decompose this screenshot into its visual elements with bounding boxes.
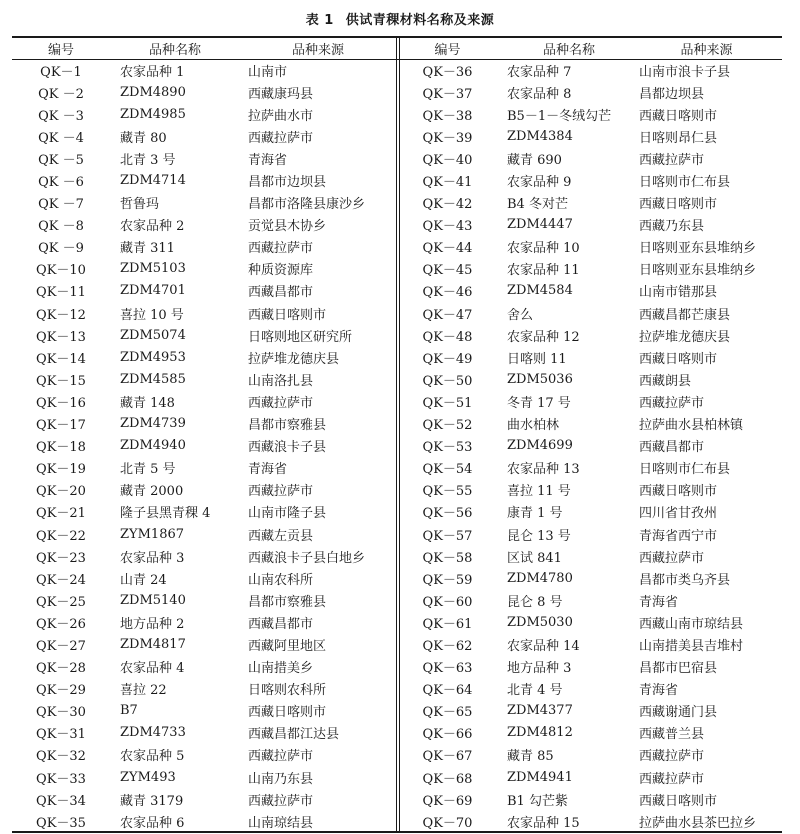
cell-variety-name: 农家品种 15 (507, 815, 580, 831)
table-caption (0, 9, 800, 28)
cell-id: QK －7 (38, 197, 84, 213)
cell-variety-source: 拉萨堆龙德庆县 (639, 329, 731, 345)
table-row (400, 501, 782, 523)
cell-variety-name: 藏青 148 (120, 395, 175, 411)
table-row (12, 302, 396, 324)
cell-variety-source: 西藏拉萨市 (639, 771, 705, 787)
cell-id: QK－53 (422, 440, 473, 456)
table-row (400, 413, 782, 435)
cell-id: QK－37 (422, 86, 473, 102)
cell-id: QK－28 (36, 661, 86, 677)
cell-id: QK－27 (36, 638, 86, 654)
table-row (400, 59, 782, 81)
cell-variety-source: 山南措美县吉堆村 (639, 638, 744, 654)
cell-variety-name: 地方品种 2 (120, 616, 185, 632)
cell-variety-source: 西藏左贡县 (248, 528, 314, 544)
cell-variety-name: B4 冬对芒 (507, 197, 568, 213)
header-variety-name: 品种名称 (148, 42, 201, 58)
cell-variety-source: 青海省 (639, 683, 679, 699)
cell-variety-source: 山南措美乡 (248, 661, 314, 677)
cell-variety-name: ZDM4890 (120, 84, 186, 100)
table-row (12, 103, 396, 125)
right-table (400, 37, 782, 832)
cell-id: QK－44 (422, 241, 473, 257)
cell-id: QK－20 (36, 484, 86, 500)
cell-id: QK－16 (36, 395, 86, 411)
cell-variety-source: 青海省 (639, 594, 679, 610)
table-row (12, 722, 396, 744)
cell-id: QK－49 (422, 351, 473, 367)
cell-id: QK－14 (36, 351, 86, 367)
table-row (12, 280, 396, 302)
cell-id: QK－1 (40, 64, 82, 80)
table-row (400, 192, 782, 214)
header-row (400, 37, 782, 59)
cell-variety-name: 北青 5 号 (120, 462, 176, 478)
cell-variety-name: B7 (120, 703, 138, 719)
cell-id: QK－59 (422, 572, 473, 588)
cell-variety-name: ZDM5036 (507, 371, 573, 387)
cell-id: QK－56 (422, 506, 473, 522)
cell-variety-name: ZDM4585 (120, 371, 186, 387)
table-row (400, 479, 782, 501)
cell-variety-name: 农家品种 10 (507, 241, 580, 257)
cell-variety-name: ZDM4953 (120, 349, 186, 365)
table-label: 表 1 (305, 13, 334, 28)
cell-variety-source: 西藏拉萨市 (639, 749, 705, 765)
cell-variety-name: 北青 3 号 (120, 152, 176, 168)
table-row (12, 479, 396, 501)
cell-variety-source: 山南乃东县 (248, 771, 314, 787)
table-row (400, 125, 782, 147)
cell-variety-source: 山南市浪卡子县 (639, 64, 731, 80)
cell-id: QK－57 (422, 528, 473, 544)
cell-variety-name: ZDM4817 (120, 636, 186, 652)
cell-variety-name: 昆仑 8 号 (507, 594, 563, 610)
cell-id: QK－50 (422, 373, 473, 389)
cell-variety-source: 日喀则亚东县堆纳乡 (639, 263, 757, 279)
table-row (12, 258, 396, 280)
cell-variety-source: 西藏拉萨市 (248, 484, 314, 500)
table-row (12, 368, 396, 390)
cell-variety-name: B1 勾芒紫 (507, 793, 568, 809)
table-row (400, 744, 782, 766)
cell-variety-source: 昌都市边坝县 (248, 175, 327, 191)
cell-id: QK－64 (422, 683, 473, 699)
cell-variety-name: 冬青 17 号 (507, 395, 571, 411)
cell-variety-name: 藏青 2000 (120, 484, 184, 500)
left-table-body (12, 59, 396, 832)
cell-id: QK－26 (36, 616, 86, 632)
cell-variety-source: 西藏日喀则市 (639, 108, 718, 124)
cell-variety-source: 西藏浪卡子县白地乡 (248, 550, 366, 566)
cell-variety-name: 农家品种 13 (507, 462, 580, 478)
cell-variety-source: 拉萨堆龙德庆县 (248, 351, 340, 367)
table-row (400, 81, 782, 103)
cell-id: QK－41 (422, 175, 473, 191)
table-row (400, 633, 782, 655)
cell-id: QK－61 (422, 616, 473, 632)
cell-id: QK－17 (36, 418, 86, 434)
cell-variety-name: ZDM4714 (120, 173, 186, 189)
table-row (12, 435, 396, 457)
cell-id: QK－51 (422, 395, 473, 411)
header-id: 编号 (434, 42, 461, 58)
cell-variety-source: 日喀则亚东县堆纳乡 (639, 241, 757, 257)
table-row (12, 744, 396, 766)
cell-id: QK－24 (36, 572, 86, 588)
cell-variety-source: 拉萨曲水县柏林镇 (639, 418, 744, 434)
cell-id: QK－10 (36, 263, 86, 279)
cell-variety-source: 西藏拉萨市 (248, 793, 314, 809)
cell-id: QK－54 (422, 462, 473, 478)
header-row (12, 37, 396, 59)
table-row (12, 346, 396, 368)
cell-id: QK－39 (422, 130, 473, 146)
cell-id: QK－45 (422, 263, 473, 279)
table-row (12, 125, 396, 147)
cell-variety-name: 喜拉 10 号 (120, 307, 184, 323)
cell-id: QK －8 (38, 219, 84, 235)
right-table-body (400, 59, 782, 832)
table-row (400, 368, 782, 390)
cell-id: QK－66 (422, 727, 473, 743)
cell-variety-source: 西藏拉萨市 (248, 395, 314, 411)
table-row (400, 766, 782, 788)
cell-variety-name: ZDM4739 (120, 416, 186, 432)
table-row (12, 324, 396, 346)
cell-variety-source: 日喀则地区研究所 (248, 329, 353, 345)
table-row (400, 324, 782, 346)
table-row (400, 103, 782, 125)
table-row (400, 302, 782, 324)
cell-id: QK－63 (422, 661, 473, 677)
table-row (12, 59, 396, 81)
cell-id: QK－11 (36, 285, 86, 301)
cell-variety-name: ZDM4940 (120, 438, 186, 454)
cell-variety-name: ZDM4377 (507, 703, 573, 719)
table-row (400, 435, 782, 457)
cell-variety-source: 西藏拉萨市 (248, 241, 314, 257)
cell-variety-name: ZYM1867 (120, 526, 185, 542)
cell-variety-name: 藏青 311 (120, 241, 175, 257)
cell-variety-name: 农家品种 6 (120, 815, 185, 831)
cell-id: QK－19 (36, 462, 86, 478)
cell-variety-source: 山南市 (248, 64, 288, 80)
table-row (400, 611, 782, 633)
cell-variety-name: ZDM4812 (507, 725, 573, 741)
cell-variety-source: 西藏日喀则市 (639, 351, 718, 367)
cell-variety-source: 西藏谢通门县 (639, 705, 718, 721)
table-row (400, 810, 782, 832)
cell-variety-name: ZDM5030 (507, 614, 573, 630)
cell-variety-source: 昌都市类乌齐县 (639, 572, 731, 588)
cell-id: QK－48 (422, 329, 473, 345)
cell-variety-source: 西藏日喀则市 (248, 705, 327, 721)
cell-variety-name: 地方品种 3 (507, 661, 572, 677)
cell-variety-source: 日喀则市仁布县 (639, 175, 731, 191)
cell-variety-source: 山南琼结县 (248, 815, 314, 831)
cell-id: QK－68 (422, 771, 473, 787)
cell-variety-name: ZDM4384 (507, 128, 573, 144)
cell-id: QK －2 (38, 86, 84, 102)
cell-variety-name: 农家品种 5 (120, 749, 185, 765)
table-row (12, 589, 396, 611)
table-row (12, 457, 396, 479)
table-row (12, 633, 396, 655)
cell-id: QK －5 (38, 152, 84, 168)
table-row (12, 390, 396, 412)
cell-variety-name: 康青 1 号 (507, 506, 563, 522)
cell-id: QK－52 (422, 418, 473, 434)
cell-id: QK－31 (36, 727, 86, 743)
cell-variety-source: 日喀则市仁布县 (639, 462, 731, 478)
table-title: 供试青稞材料名称及来源 (345, 13, 495, 28)
cell-variety-name: 哲鲁玛 (120, 197, 160, 213)
cell-id: QK－67 (422, 749, 473, 765)
table-row (400, 457, 782, 479)
cell-id: QK－70 (422, 815, 473, 831)
cell-variety-source: 西藏日喀则市 (639, 197, 718, 213)
cell-variety-source: 西藏浪卡子县 (248, 440, 327, 456)
cell-variety-name: 藏青 3179 (120, 793, 184, 809)
table-row (12, 413, 396, 435)
cell-id: QK－30 (36, 705, 86, 721)
cell-variety-name: ZDM5140 (120, 592, 186, 608)
table-row (400, 678, 782, 700)
table-row (12, 545, 396, 567)
table-row (12, 147, 396, 169)
cell-id: QK －3 (38, 108, 84, 124)
cell-variety-name: ZDM4985 (120, 106, 186, 122)
cell-variety-name: ZDM4733 (120, 725, 186, 741)
cell-id: QK－40 (422, 152, 473, 168)
cell-variety-source: 山南市错那县 (639, 285, 718, 301)
cell-id: QK－42 (422, 197, 473, 213)
cell-id: QK －9 (38, 241, 84, 257)
cell-id: QK－69 (422, 793, 473, 809)
cell-variety-name: 农家品种 9 (507, 175, 572, 191)
cell-variety-name: 藏青 85 (507, 749, 554, 765)
cell-variety-source: 昌都市察雅县 (248, 418, 327, 434)
cell-id: QK－43 (422, 219, 473, 235)
header-variety-source: 品种来源 (291, 42, 344, 58)
cell-variety-source: 西藏拉萨市 (639, 152, 705, 168)
cell-variety-name: 昆仑 13 号 (507, 528, 571, 544)
header-variety-source: 品种来源 (680, 42, 733, 58)
cell-variety-source: 昌都市洛隆县康沙乡 (248, 197, 366, 213)
cell-id: QK－29 (36, 683, 86, 699)
cell-variety-source: 拉萨曲水县茶巴拉乡 (639, 815, 757, 831)
cell-variety-name: B5－1－冬绒勾芒 (507, 108, 612, 124)
table-row (400, 567, 782, 589)
table-row (400, 214, 782, 236)
cell-id: QK－58 (422, 550, 473, 566)
table-row (12, 678, 396, 700)
cell-variety-source: 西藏昌都市 (248, 285, 314, 301)
cell-id: QK－34 (36, 793, 86, 809)
cell-variety-source: 四川省甘孜州 (639, 506, 718, 522)
cell-variety-name: 舍么 (507, 307, 534, 323)
cell-variety-source: 种质资源库 (248, 263, 314, 279)
cell-id: QK－46 (422, 285, 473, 301)
cell-variety-source: 西藏昌都市 (248, 616, 314, 632)
table-row (12, 523, 396, 545)
cell-id: QK－60 (422, 594, 473, 610)
cell-variety-name: 农家品种 11 (507, 263, 580, 279)
table-row (400, 169, 782, 191)
header-variety-name: 品种名称 (542, 42, 595, 58)
cell-variety-source: 西藏日喀则市 (639, 484, 718, 500)
cell-variety-source: 山南洛扎县 (248, 373, 314, 389)
cell-variety-source: 西藏普兰县 (639, 727, 705, 743)
table-row (400, 545, 782, 567)
cell-variety-source: 昌都市巴宿县 (639, 661, 718, 677)
cell-variety-source: 日喀则昂仁县 (639, 130, 718, 146)
cell-variety-name: ZDM4701 (120, 283, 186, 299)
table-row (12, 567, 396, 589)
cell-variety-name: ZYM493 (120, 769, 176, 785)
cell-variety-name: ZDM4941 (507, 769, 573, 785)
left-table (12, 37, 396, 832)
cell-variety-source: 日喀则农科所 (248, 683, 327, 699)
cell-id: QK－12 (36, 307, 86, 323)
cell-variety-name: 曲水柏林 (507, 418, 560, 434)
cell-variety-source: 青海省 (248, 152, 288, 168)
cell-variety-name: ZDM5103 (120, 261, 186, 277)
cell-variety-source: 西藏日喀则市 (248, 307, 327, 323)
cell-variety-source: 西藏昌都芒康县 (639, 307, 731, 323)
cell-variety-source: 西藏朗县 (639, 373, 692, 389)
cell-id: QK－23 (36, 550, 86, 566)
table-row (400, 656, 782, 678)
cell-variety-name: ZDM4447 (507, 217, 573, 233)
cell-variety-name: 农家品种 4 (120, 661, 185, 677)
cell-variety-name: 藏青 690 (507, 152, 562, 168)
cell-variety-source: 西藏康玛县 (248, 86, 314, 102)
cell-variety-name: 农家品种 8 (507, 86, 572, 102)
cell-variety-name: 隆子县黑青稞 4 (120, 506, 211, 522)
cell-variety-name: 农家品种 12 (507, 329, 580, 345)
cell-variety-source: 山南市隆子县 (248, 506, 327, 522)
table-row (12, 236, 396, 258)
table-row (12, 81, 396, 103)
cell-variety-source: 拉萨曲水市 (248, 108, 314, 124)
cell-variety-name: 农家品种 7 (507, 64, 572, 80)
table-row (12, 700, 396, 722)
cell-variety-name: 农家品种 2 (120, 219, 185, 235)
cell-variety-source: 昌都市察雅县 (248, 594, 327, 610)
table-row (12, 656, 396, 678)
cell-variety-name: 农家品种 3 (120, 550, 185, 566)
header-id: 编号 (47, 42, 74, 58)
cell-id: QK－18 (36, 440, 86, 456)
column-divider (396, 37, 397, 832)
cell-id: QK－15 (36, 373, 86, 389)
cell-variety-source: 西藏昌都市 (639, 440, 705, 456)
cell-variety-source: 昌都边坝县 (639, 86, 705, 102)
cell-variety-source: 青海省西宁市 (639, 528, 718, 544)
table-row (400, 700, 782, 722)
table-row (12, 611, 396, 633)
table-row (12, 766, 396, 788)
cell-variety-name: ZDM5074 (120, 327, 186, 343)
cell-variety-name: 农家品种 14 (507, 638, 580, 654)
table-row (400, 788, 782, 810)
cell-variety-name: 北青 4 号 (507, 683, 563, 699)
cell-variety-source: 西藏拉萨市 (248, 130, 314, 146)
table-row (12, 214, 396, 236)
cell-id: QK －6 (38, 175, 84, 191)
cell-id: QK －4 (38, 130, 84, 146)
cell-id: QK－65 (422, 705, 473, 721)
cell-variety-name: 区试 841 (507, 550, 562, 566)
table-row (12, 788, 396, 810)
cell-variety-source: 西藏乃东县 (639, 219, 705, 235)
cell-variety-source: 贡觉县木协乡 (248, 219, 327, 235)
cell-id: QK－13 (36, 329, 86, 345)
table-row (400, 523, 782, 545)
cell-variety-name: 喜拉 22 (120, 683, 167, 699)
table-row (12, 810, 396, 832)
cell-variety-name: 喜拉 11 号 (507, 484, 571, 500)
cell-variety-name: ZDM4584 (507, 283, 573, 299)
cell-variety-source: 西藏昌都江达县 (248, 727, 340, 743)
table-row (12, 169, 396, 191)
cell-variety-name: ZDM4699 (507, 438, 573, 454)
table-row (400, 346, 782, 368)
cell-id: QK－38 (422, 108, 473, 124)
cell-variety-name: 农家品种 1 (120, 64, 185, 80)
table-row (12, 192, 396, 214)
table-row (400, 236, 782, 258)
cell-variety-source: 西藏山南市琼结县 (639, 616, 744, 632)
table-row (400, 589, 782, 611)
cell-variety-source: 山南农科所 (248, 572, 314, 588)
cell-variety-name: 藏青 80 (120, 130, 167, 146)
cell-id: QK－21 (36, 506, 86, 522)
cell-id: QK－33 (36, 771, 86, 787)
cell-variety-source: 西藏日喀则市 (639, 793, 718, 809)
cell-id: QK－36 (422, 64, 473, 80)
cell-variety-name: 日喀则 11 (507, 351, 567, 367)
cell-id: QK－32 (36, 749, 86, 765)
cell-variety-source: 西藏拉萨市 (248, 749, 314, 765)
cell-variety-name: ZDM4780 (507, 570, 573, 586)
cell-id: QK－47 (422, 307, 473, 323)
table-row (400, 390, 782, 412)
cell-id: QK－35 (36, 815, 86, 831)
cell-variety-name: 山青 24 (120, 572, 167, 588)
cell-variety-source: 西藏拉萨市 (639, 550, 705, 566)
cell-variety-source: 西藏拉萨市 (639, 395, 705, 411)
table-row (400, 258, 782, 280)
cell-id: QK－62 (422, 638, 473, 654)
table-row (400, 147, 782, 169)
cell-variety-source: 西藏阿里地区 (248, 638, 327, 654)
table-row (400, 280, 782, 302)
cell-id: QK－22 (36, 528, 86, 544)
cell-id: QK－25 (36, 594, 86, 610)
table-row (400, 722, 782, 744)
table-row (12, 501, 396, 523)
cell-variety-source: 青海省 (248, 462, 288, 478)
cell-id: QK－55 (422, 484, 473, 500)
